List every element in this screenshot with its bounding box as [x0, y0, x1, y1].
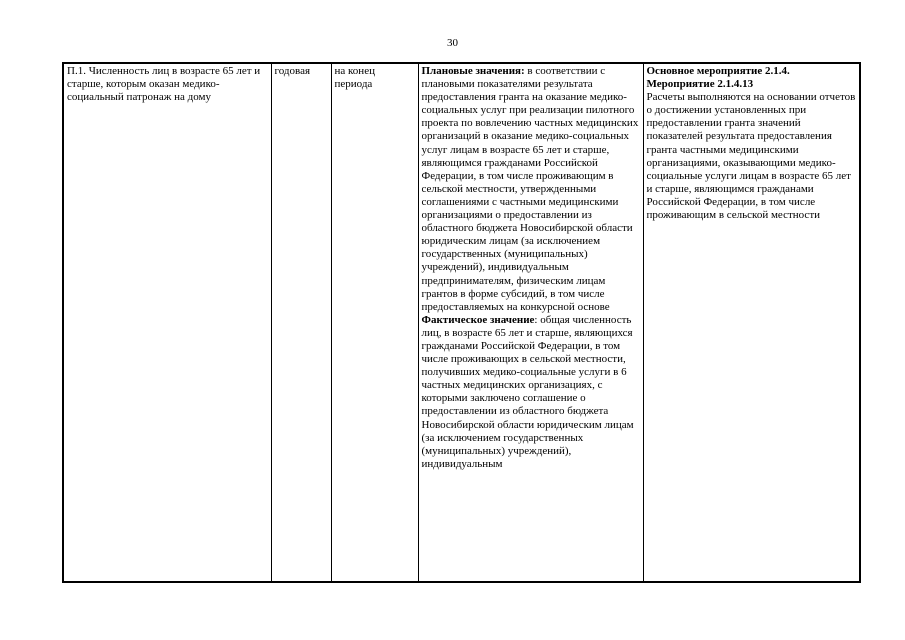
- indicator-name-cell: [63, 63, 271, 582]
- planned-values-text: в соответствии с плановыми показателями результата предоставления гранта на оказание медико-социальных услуг при реализации пилотного проекта по вовлечению частных медицинских организаций в оказание медико-социальных услуг лицам в возрасте 65 лет и старше, являющимся гражданами Российской Федерации, в том числе проживающим в сельской местности, утвержденными соглашениями с частными медицинскими организациями о предоставлении из областного бюджета Новосибирской области юридическим лицам (за исключением государственных (муниципальных) учреждений), индивидуальным предпринимателям, физическим лицам грантов в форме субсидий, в том числе предоставляемых на конкурсной основе: [421, 65, 639, 313]
- page-number: 30: [447, 37, 458, 49]
- planned-values-label: Плановые значения:: [421, 65, 525, 77]
- data-source-text: Расчеты выполняются на основании отчетов о достижении установленных при предоставлении гранта значений показателей результата предоставления гранта частными медицинскими организациями, оказывающими медико-социальные услуги лицам в возрасте 65 лет и старше, являющимся гражданами Российской Федерации, в том числе проживающим в сельской местности: [646, 91, 856, 222]
- timing-cell: [331, 63, 418, 582]
- indicator-table: [62, 62, 861, 583]
- activity-label: Мероприятие 2.1.4.13: [646, 78, 754, 91]
- actual-value-label: Фактическое значение: [421, 313, 535, 326]
- indicator-name: П.1. Численность лиц в возрасте 65 лет и старше, которым оказан медико-социальный патронаж на дому: [67, 65, 261, 104]
- actual-value-text: : общая численность лиц, в возрасте 65 лет и старше, являющихся гражданами Российской Федерации, в том числе проживающих в сельской местности, получивших медико-социальные услуги в 6 частных медицинских организациях, с которыми заключено соглашение о предоставлении из областного бюджета Новосибирской области юридическим лицам (за исключением государственных (муниципальных) учреждений), индивидуальным: [421, 313, 634, 470]
- periodicity-cell: [271, 63, 331, 582]
- timing: на конец периода: [334, 65, 375, 91]
- data-source-cell: [643, 63, 860, 582]
- main-activity-label: Основное мероприятие 2.1.4.: [646, 65, 790, 77]
- calculation-method-cell: [418, 63, 643, 582]
- periodicity: годовая: [274, 65, 311, 77]
- table-row: [63, 63, 860, 582]
